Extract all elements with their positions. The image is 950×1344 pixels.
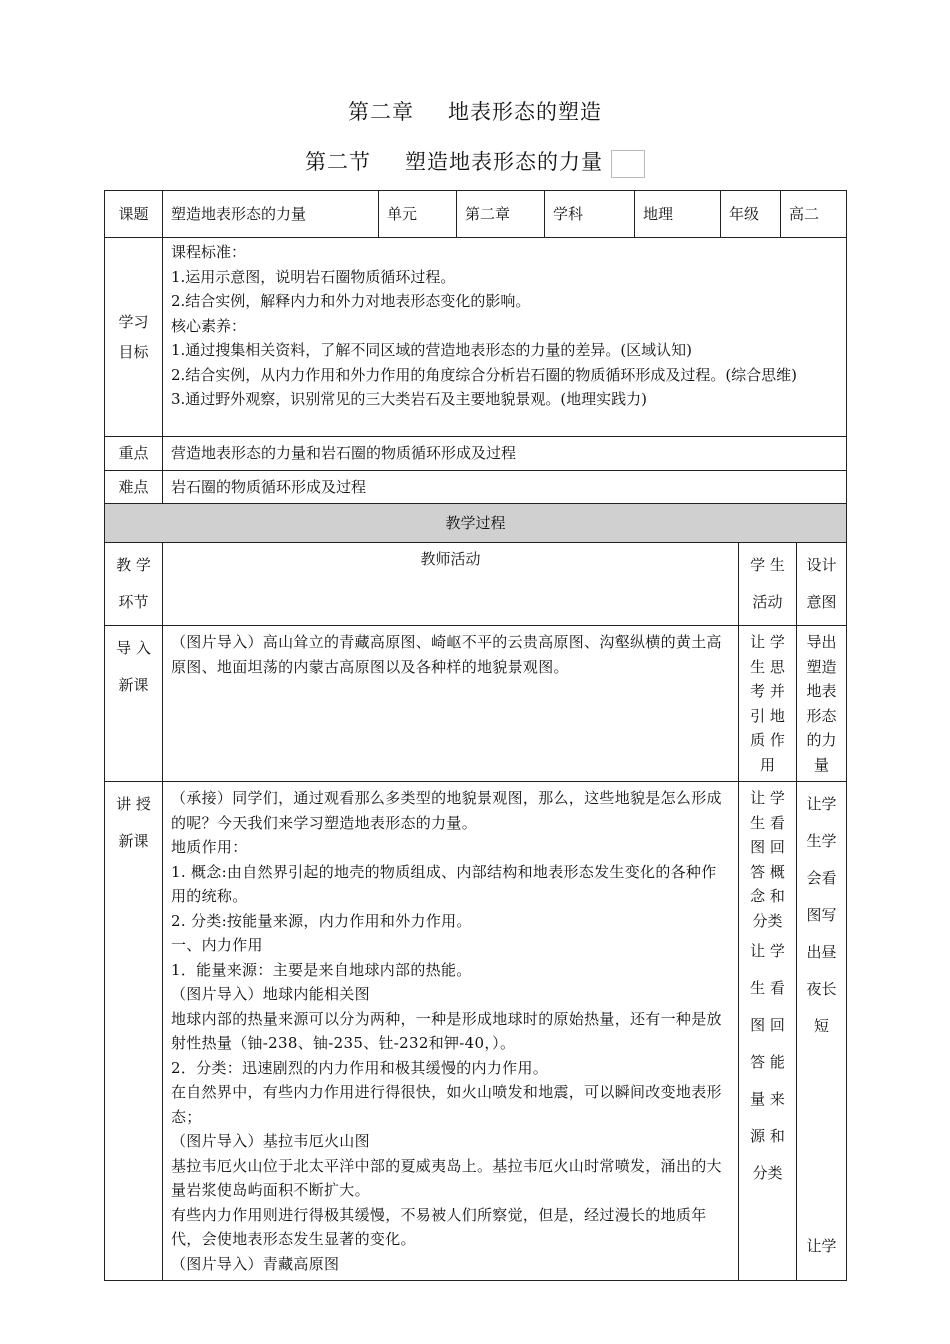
- lecture-paragraph: （承接）同学们，通过观看那么多类型的地貌景观图，那么，这些地貌是怎么形成的呢？今天我们来学习塑造地表形态的力量。: [171, 789, 722, 832]
- lecture-student-line: 分类: [752, 911, 783, 930]
- grade-label: 年级: [721, 191, 781, 238]
- lecture-student-activity: [739, 782, 797, 1281]
- lecture-paragraph: 1. 概念:由自然界引起的地壳的物质组成、内部结构和地表形态发生变化的各种作用的统称。: [171, 862, 717, 905]
- goal-line: 1.通过搜集相关资料，了解不同区域的营造地表形态的力量的差异。(区域认知): [171, 341, 693, 359]
- intro-design-line: 导出: [806, 633, 837, 651]
- intro-student-line: 质 作: [750, 731, 785, 749]
- topic-label: 课题: [105, 191, 163, 238]
- process-banner: 教学过程: [105, 504, 847, 543]
- lecture-paragraph: 2．分类：迅速剧烈的内力作用和极其缓慢的内力作用。: [171, 1058, 549, 1077]
- info-row-goals: [105, 238, 847, 437]
- section-name: 塑造地表形态的力量: [405, 150, 603, 174]
- design-header-line: 意图: [806, 593, 837, 611]
- goal-line: 3.通过野外观察，识别常见的三大类岩石及主要地貌景观。(地理实践力): [171, 390, 648, 408]
- lecture-student-line: 让 学: [750, 942, 785, 960]
- intro-design-line: 量: [814, 755, 830, 774]
- teacher-header: 教师活动: [163, 543, 739, 626]
- goal-line: 课程标准：: [171, 243, 247, 261]
- lecture-student-line: 念 和: [750, 887, 785, 905]
- lecture-student-line: 答 概: [750, 862, 785, 881]
- topic-value: 塑造地表形态的力量: [163, 191, 379, 238]
- lecture-paragraph: （图片导入）地球内能相关图: [171, 985, 370, 1003]
- intro-design-line: 地表: [806, 682, 837, 700]
- empty-box: [611, 150, 645, 178]
- intro-design-line: 塑造: [806, 657, 837, 676]
- stage-header: [105, 543, 163, 626]
- subject-label: 学科: [545, 191, 635, 238]
- intro-student-line: 用: [759, 755, 775, 774]
- lecture-paragraph: 基拉韦厄火山位于北太平洋中部的夏威夷岛上。基拉韦厄火山时常喷发，涌出的大量岩浆使岛屿面积不断扩大。: [171, 1156, 722, 1199]
- subject-value: 地理: [635, 191, 721, 238]
- lecture-design-line: 让学: [806, 795, 837, 813]
- lecture-design-intent: [797, 782, 847, 1281]
- student-header: [739, 543, 797, 626]
- lecture-paragraph: 在自然界中，有些内力作用进行得很快，如火山喷发和地震，可以瞬间改变地表形态；: [171, 1083, 722, 1126]
- lecture-paragraph: 1．能量来源：主要是来自地球内部的热能。: [171, 960, 472, 979]
- process-banner-row: [105, 504, 847, 543]
- intro-stage: [105, 626, 163, 782]
- unit-value: 第二章: [457, 191, 545, 238]
- goals-label: [105, 238, 163, 437]
- lecture-student-line: 源 和: [750, 1127, 785, 1145]
- process-header-row: [105, 543, 847, 626]
- lecture-design-line: 图写: [806, 906, 837, 924]
- goal-line: 核心素养：: [171, 316, 247, 335]
- lecture-teacher-activity: [163, 782, 739, 1281]
- lecture-design-line: 短: [814, 1017, 830, 1035]
- lecture-student-line: 答 能: [750, 1053, 785, 1071]
- intro-stage-line: 导 入: [116, 639, 151, 657]
- section-title: [0, 146, 950, 178]
- intro-student-line: 让 学: [750, 633, 785, 651]
- goals-label-line: 学习: [118, 313, 149, 331]
- lecture-paragraph: 2. 分类:按能量来源，内力作用和外力作用。: [171, 911, 472, 930]
- lecture-paragraph: 有些内力作用则进行得极其缓慢，不易被人们所察觉，但是，经过漫长的地质年代，会使地表形态发生显著的变化。: [171, 1205, 707, 1248]
- lecture-paragraph: （图片导入）青藏高原图: [171, 1254, 340, 1273]
- goals-label-line: 目标: [118, 343, 149, 361]
- intro-design-line: 的力: [806, 731, 837, 749]
- goals-content: [163, 238, 847, 437]
- stage-header-line: 环节: [118, 593, 149, 611]
- student-header-line: 活动: [752, 593, 783, 611]
- lecture-paragraph: 地质作用：: [171, 838, 248, 856]
- lecture-design-line-bottom: 让学: [806, 1237, 837, 1255]
- lesson-info-table: [104, 190, 847, 504]
- unit-label: 单元: [379, 191, 457, 238]
- difficult-label: 难点: [105, 470, 163, 504]
- key-value: 营造地表形态的力量和岩石圈的物质循环形成及过程: [163, 437, 847, 471]
- teaching-process-table: [104, 503, 847, 1281]
- lecture-paragraph: 地球内部的热量来源可以分为两种，一种是形成地球时的原始热量，还有一种是放射性热量（铀-238、铀-235、钍-232和钾-40，）。: [171, 1009, 722, 1052]
- student-header-line: 学 生: [750, 556, 785, 574]
- key-label: 重点: [105, 437, 163, 471]
- lecture-stage-line: 新课: [118, 832, 149, 850]
- lecture-paragraph: （图片导入）基拉韦厄火山图: [171, 1132, 370, 1150]
- goal-line: 2.结合实例，解释内力和外力对地表形态变化的影响。: [171, 292, 531, 310]
- intro-row: [105, 626, 847, 782]
- intro-teacher-activity: （图片导入）高山耸立的青藏高原图、崎岖不平的云贵高原图、沟壑纵横的黄土高原图、地面坦荡的内蒙古高原图以及各种样的地貌景观图。: [163, 626, 739, 782]
- lecture-student-line: 分类: [752, 1164, 783, 1182]
- goal-line: 1.运用示意图，说明岩石圈物质循环过程。: [171, 267, 456, 286]
- design-header: [797, 543, 847, 626]
- intro-design-intent: [797, 626, 847, 782]
- goal-line: 2.结合实例，从内力作用和外力作用的角度综合分析岩石圈的物质循环形成及过程。(综合思维): [171, 365, 798, 384]
- lecture-student-line: 生 看: [750, 813, 785, 832]
- intro-stage-line: 新课: [118, 676, 149, 694]
- lecture-design-line: 生学: [806, 832, 837, 850]
- info-row-key: [105, 437, 847, 471]
- intro-student-activity: [739, 626, 797, 782]
- chapter-number: 第二章: [348, 100, 414, 124]
- grade-value: 高二: [781, 191, 847, 238]
- lecture-student-line: 图 回: [750, 1016, 785, 1034]
- intro-student-line: 考 并: [750, 682, 785, 700]
- lecture-student-line: 让 学: [750, 789, 785, 807]
- lecture-design-line: 出昼: [806, 943, 837, 961]
- lecture-stage-line: 讲 授: [116, 795, 151, 813]
- lecture-design-line: 夜长: [806, 980, 837, 998]
- lecture-student-line: 量 来: [750, 1090, 785, 1108]
- lecture-design-line: 会看: [806, 869, 837, 887]
- chapter-name: 地表形态的塑造: [448, 100, 602, 124]
- lecture-student-line: 图 回: [750, 838, 785, 856]
- lecture-student-line: 生 看: [750, 979, 785, 997]
- intro-design-line: 形态: [806, 706, 837, 725]
- stage-header-line: 教 学: [116, 556, 151, 574]
- lecture-paragraph: 一、内力作用: [171, 936, 263, 954]
- info-row-difficult: [105, 470, 847, 504]
- lecture-student-group-b: [747, 933, 788, 1192]
- difficult-value: 岩石圈的物质循环形成及过程: [163, 470, 847, 504]
- intro-student-line: 生 思: [750, 657, 785, 676]
- info-row-topic: [105, 191, 847, 238]
- lecture-stage: [105, 782, 163, 1281]
- section-number: 第二节: [305, 150, 371, 174]
- lecture-row: [105, 782, 847, 1281]
- design-header-line: 设计: [806, 556, 837, 574]
- intro-student-line: 引 地: [750, 706, 785, 725]
- chapter-title: [0, 96, 950, 126]
